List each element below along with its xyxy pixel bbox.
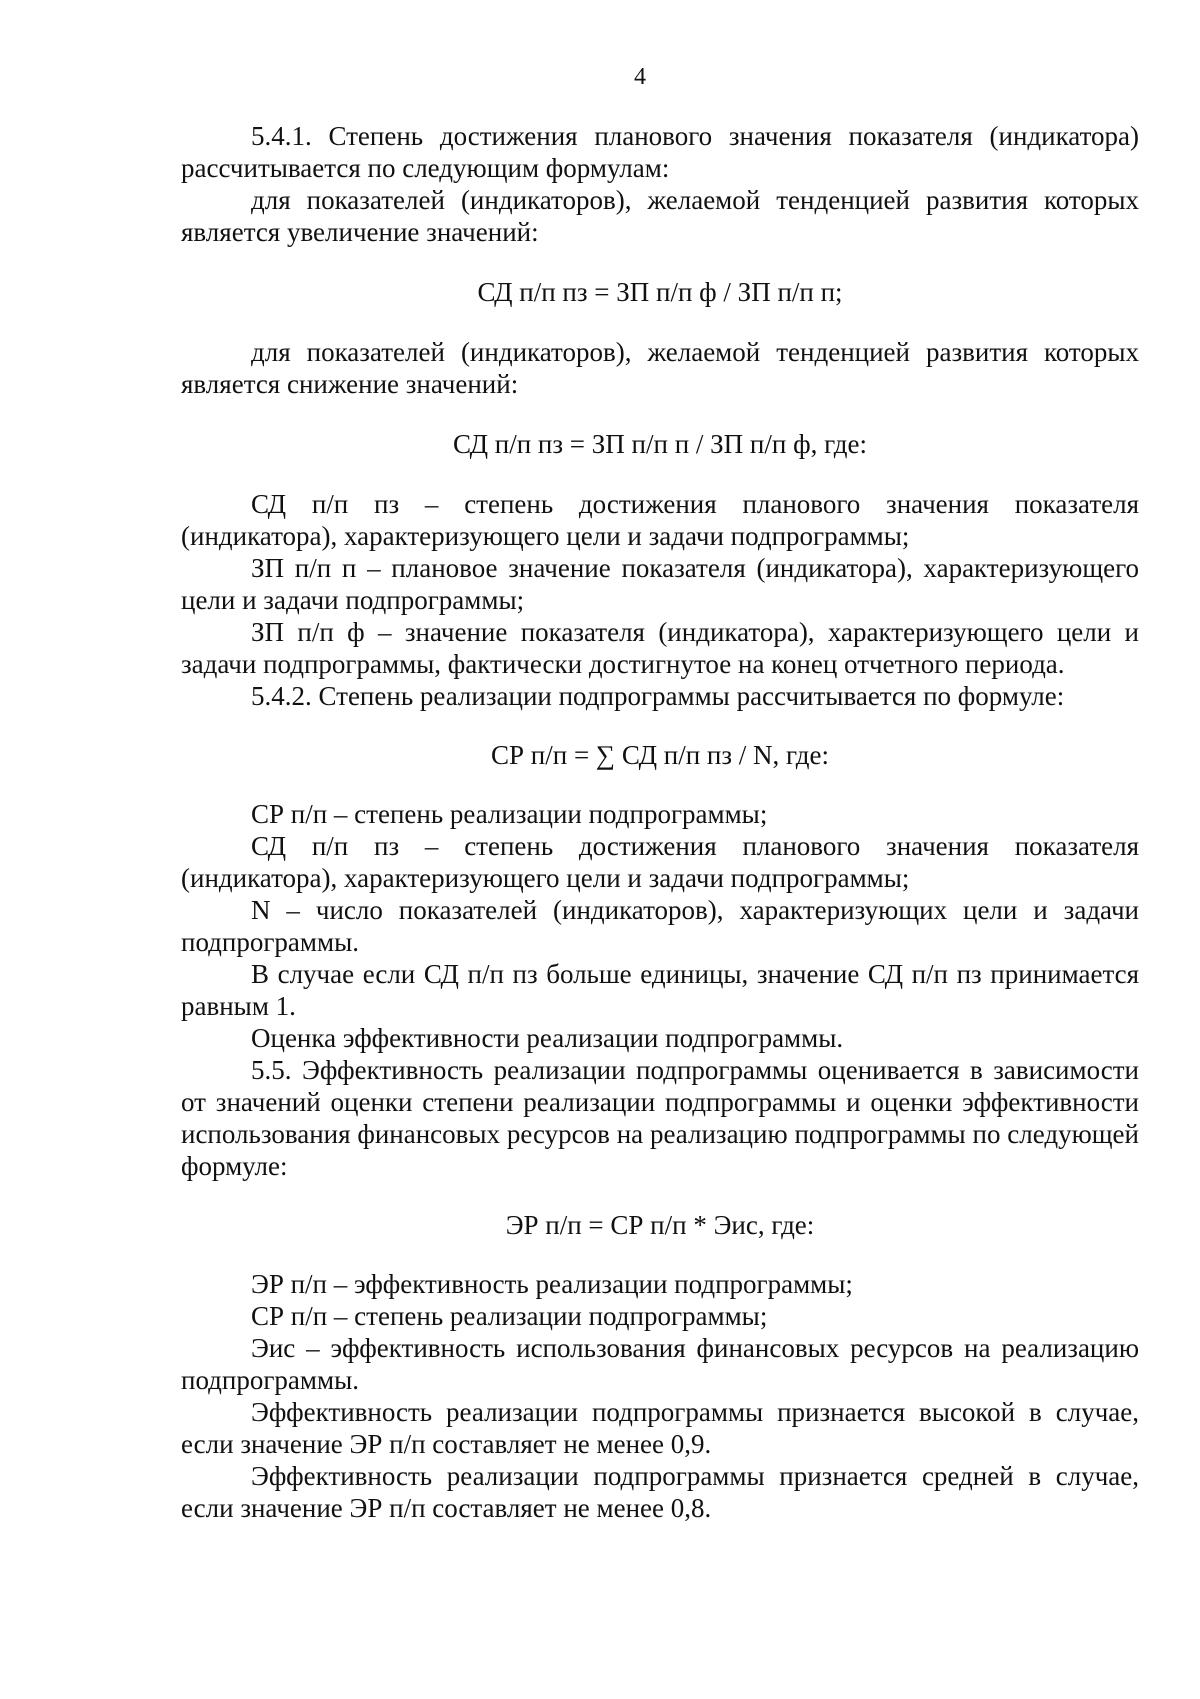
document-body [181, 120, 1139, 1524]
definition-sd: СД п/п пз – степень достижения планового значения показателя (индикатора), характеризующего цели и задачи подпрограммы; [181, 489, 1139, 551]
paragraph-sd-cap: В случае если СД п/п пз больше единицы, значение СД п/п пз принимается равным 1. [181, 959, 1139, 1021]
definition-sd-2: СД п/п пз – степень достижения планового значения показателя (индикатора), характеризующего цели и задачи подпрограммы; [181, 831, 1139, 893]
page-number: 4 [634, 64, 646, 90]
paragraph-decrease-case: для показателей (индикаторов), желаемой тенденцией развития которых является снижение значений: [181, 337, 1139, 399]
definition-zp-plan: ЗП п/п п – плановое значение показателя (индикатора), характеризующего цели и задачи подпрограммы; [181, 553, 1139, 615]
definition-sr: СР п/п – степень реализации подпрограммы; [251, 799, 768, 829]
paragraph-increase-case: для показателей (индикаторов), желаемой тенденцией развития которых является увеличение значений: [181, 185, 1139, 247]
definition-zp-fact: ЗП п/п ф – значение показателя (индикатора), характеризующего цели и задачи подпрограммы, фактически достигнутое на конец отчетного периода. [181, 617, 1139, 679]
formula-er: ЭР п/п = СР п/п * Эис, где: [505, 1210, 815, 1240]
paragraph-5-5: 5.5. Эффективность реализации подпрограммы оценивается в зависимости от значений оценки степени реализации подпрограммы и оценки эффективности использования финансовых ресурсов на реализацию подпрограммы по следующей формуле: [181, 1055, 1139, 1181]
formula-increase: СД п/п пз = ЗП п/п ф / ЗП п/п п; [477, 277, 843, 307]
definition-n: N – число показателей (индикаторов), характеризующих цели и задачи подпрограммы. [181, 895, 1139, 957]
definition-eis: Эис – эффективность использования финансовых ресурсов на реализацию подпрограммы. [181, 1333, 1139, 1395]
formula-decrease: СД п/п пз = ЗП п/п п / ЗП п/п ф, где: [452, 429, 868, 459]
paragraph-5-4-1: 5.4.1. Степень достижения планового значения показателя (индикатора) рассчитывается по следующим формулам: [181, 121, 1139, 183]
definition-er: ЭР п/п – эффективность реализации подпрограммы; [251, 1269, 853, 1299]
paragraph-evaluation-heading: Оценка эффективности реализации подпрограммы. [251, 1023, 844, 1053]
paragraph-high-efficiency: Эффективность реализации подпрограммы признается высокой в случае, если значение ЭР п/п составляет не менее 0,9. [181, 1397, 1139, 1459]
formula-sr: СР п/п = ∑ СД п/п пз / N, где: [491, 740, 829, 770]
paragraph-5-4-2: 5.4.2. Степень реализации подпрограммы рассчитывается по формуле: [251, 681, 1065, 711]
paragraph-medium-efficiency: Эффективность реализации подпрограммы признается средней в случае, если значение ЭР п/п составляет не менее 0,8. [181, 1461, 1139, 1523]
definition-sr-2: СР п/п – степень реализации подпрограммы; [251, 1301, 768, 1331]
